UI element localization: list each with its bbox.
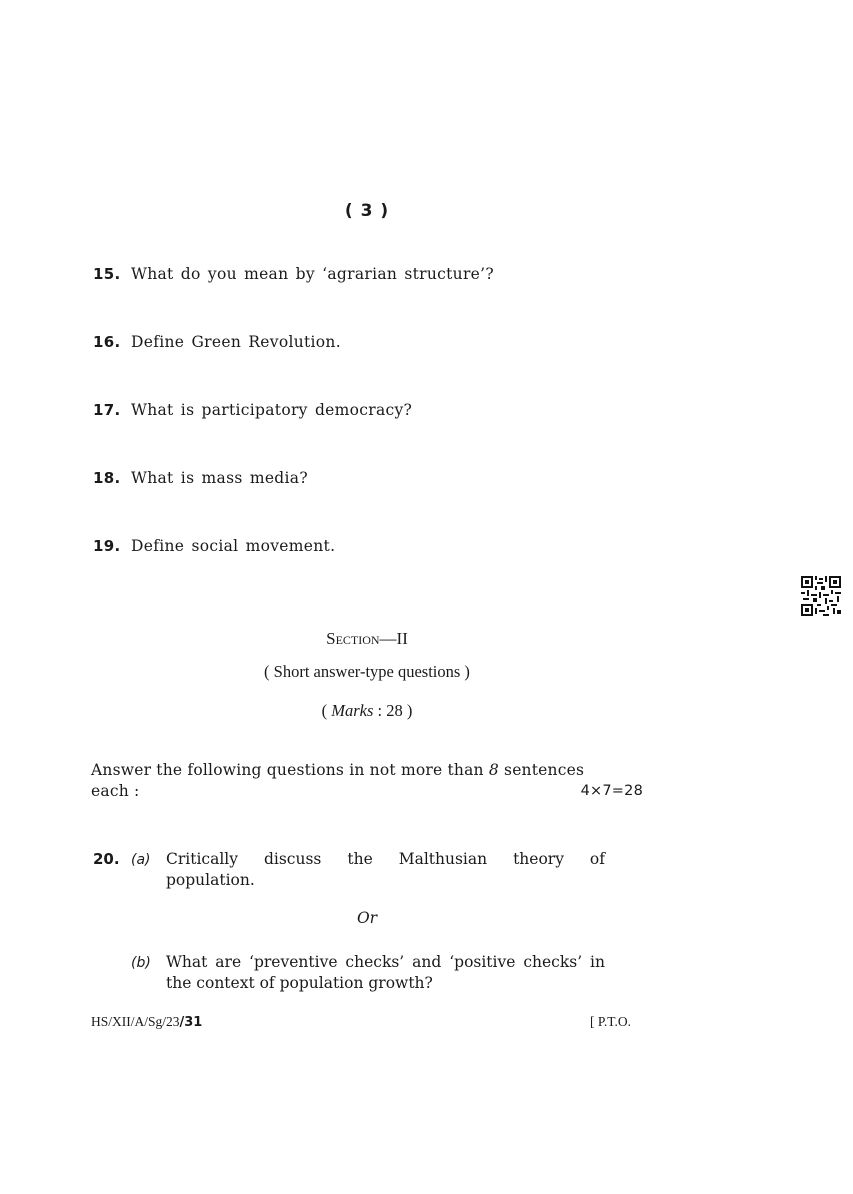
or-separator: Or [356, 909, 378, 927]
question-number: 18. [93, 469, 121, 487]
question-text: What is mass media? [131, 469, 308, 487]
question-text: What is participatory democracy? [131, 401, 413, 419]
question-number: 20. [93, 850, 120, 868]
marks-total: 4×7=28 [580, 783, 643, 799]
instruction-each: each : [91, 782, 140, 800]
question-number: 16. [93, 333, 121, 351]
paper-code-text: HS/XII/A/Sg/23 [91, 1014, 180, 1029]
part-a-line-1: Critically discuss the Malthusian theory of [166, 850, 605, 868]
question-text: What do you mean by ‘agrarian structure’? [131, 265, 494, 283]
question-number: 19. [93, 537, 121, 555]
section-marks [0, 701, 734, 721]
question-text: Define social movement. [131, 537, 336, 555]
question-16 [93, 333, 341, 351]
qr-code-icon [801, 576, 841, 616]
question-number: 17. [93, 401, 121, 419]
part-b-label: (b) [131, 955, 151, 971]
question-text: Define Green Revolution. [131, 333, 341, 351]
question-19 [93, 537, 335, 555]
instruction [91, 760, 643, 802]
instruction-text-end: sentences [498, 761, 585, 779]
question-number: 15. [93, 265, 121, 283]
page-number: ( 3 ) [344, 201, 390, 221]
part-a-label: (a) [131, 852, 151, 868]
instruction-number: 8 [488, 761, 499, 779]
question-20-part-b [93, 952, 605, 994]
marks-value: : 28 ) [373, 701, 413, 720]
section-heading: Section—II [326, 629, 408, 648]
question-20-part-a [93, 849, 605, 891]
part-a-line-2: population. [166, 871, 255, 889]
instruction-text: Answer the following questions in not more than [91, 761, 489, 779]
section-subtitle: ( Short answer-type questions ) [264, 662, 470, 681]
paper-code-bold: /31 [179, 1015, 203, 1030]
marks-label: Marks [331, 701, 374, 720]
question-15 [93, 265, 494, 283]
marks-open: ( [321, 701, 332, 720]
instruction-line-1 [91, 760, 643, 781]
question-17 [93, 401, 412, 419]
instruction-line-2 [91, 781, 643, 802]
paper-code [91, 1014, 202, 1030]
part-b-text: What are ‘preventive checks’ and ‘positive checks’ in the context of population growth? [166, 953, 605, 992]
question-18 [93, 469, 308, 487]
pto-label: [ P.T.O. [590, 1014, 632, 1029]
